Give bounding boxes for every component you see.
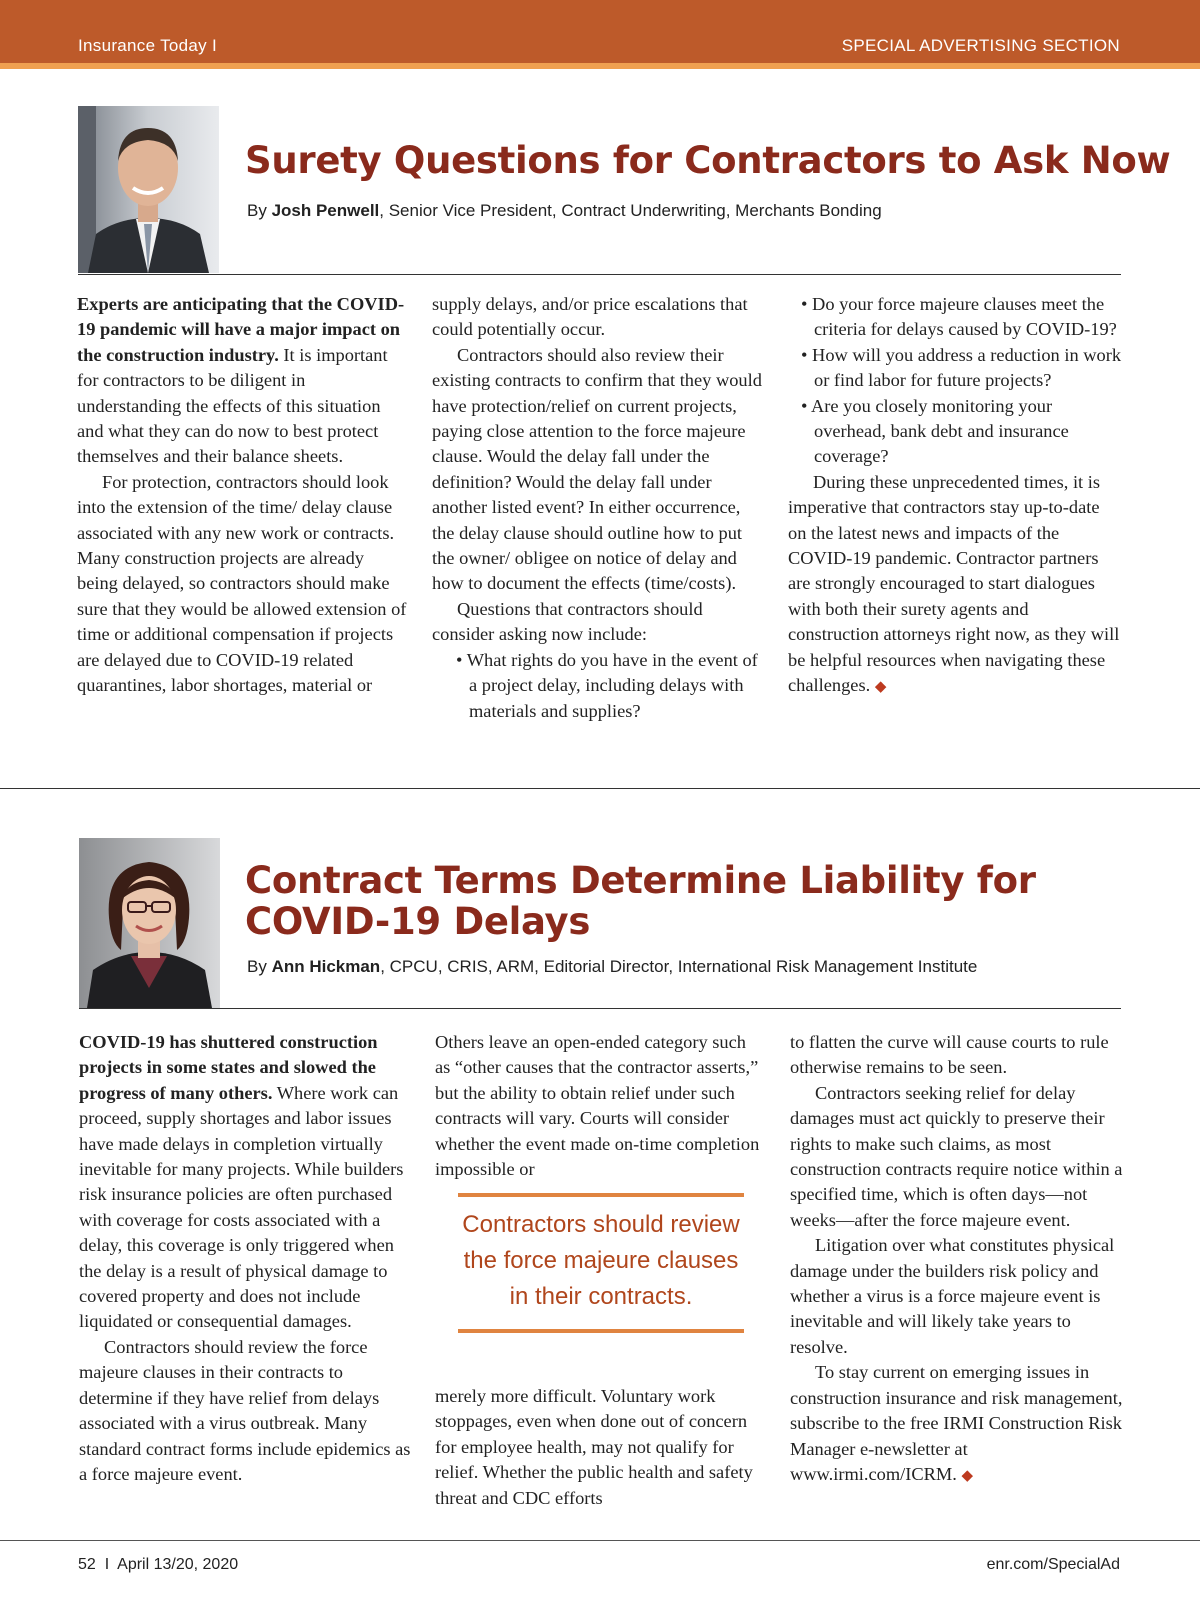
byline: [247, 957, 977, 977]
article1-column-1: [77, 292, 409, 699]
author-name: Ann Hickman: [271, 957, 381, 976]
title-line-1: Contract Terms Determine Liability for: [245, 859, 1036, 902]
header-stripe: [0, 63, 1200, 69]
pull-quote-text: Contractors should review the force majeure clauses in their contracts.: [462, 1211, 740, 1310]
author-photo-penwell: [78, 106, 219, 273]
byline-prefix: By: [247, 201, 272, 220]
paragraph: Contractors should review the force majeure clauses in their contracts to determine if they have relief from delays associated with a virus outbreak. Many standard contract forms include epidemics as a force majeure event.: [79, 1336, 411, 1484]
author-title: , Senior Vice President, Contract Underwriting, Merchants Bonding: [379, 201, 882, 220]
paragraph: supply delays, and/or price escalations that could potentially occur.: [432, 294, 748, 340]
pull-quote: [458, 1193, 744, 1333]
bullet-item: • Do your force majeure clauses meet the criteria for delays caused by COVID-19?: [801, 294, 1117, 340]
byline: [247, 201, 882, 221]
article1-column-3: [788, 292, 1122, 701]
publication-name: Insurance Today I: [78, 36, 217, 55]
end-mark-icon: ◆: [874, 679, 887, 696]
bullet-item: • How will you address a reduction in work or find labor for future projects?: [801, 344, 1122, 391]
paragraph: Where work can proceed, supply shortages and labor issues have made delays in completion virtually inevitable for many projects. While builders risk insurance policies are often purchased with coverage for costs associated with a delay, this coverage is only triggered when the delay is a result of physical damage to covered property and does not include liquidated or consequential damages.: [79, 1082, 404, 1332]
article2-column-3: [790, 1030, 1124, 1489]
footer-url[interactable]: enr.com/SpecialAd: [986, 1556, 1120, 1573]
paragraph: Questions that contractors should consider asking now include:: [432, 598, 703, 645]
paragraph: It is important for contractors to be diligent in understanding the effects of this situation and what they can do now to best protect themselves and their balance sheets.: [77, 344, 388, 467]
article2-column-1: [79, 1030, 411, 1487]
page-info: 52 I April 13/20, 2020: [78, 1556, 239, 1573]
paragraph: Litigation over what constitutes physical damage under the builders risk policy and whether a virus is a force majeure event is inevitable and will likely take years to resolve.: [790, 1235, 1115, 1357]
title-rule: [79, 1008, 1121, 1009]
author-name: Josh Penwell: [271, 201, 380, 220]
article1-column-2: [432, 292, 762, 724]
author-portrait-woman-icon: [79, 838, 220, 1008]
article2-column-2: [435, 1030, 765, 1182]
lead-text: Experts are anticipating that the COVID-19 pandemic will have a major impact on the construction industry.: [77, 294, 405, 365]
author-title: , CPCU, CRIS, ARM, Editorial Director, International Risk Management Institute: [380, 957, 978, 976]
author-portrait-man-icon: [78, 106, 219, 273]
author-photo-hickman: [79, 838, 220, 1008]
paragraph: Contractors should also review their existing contracts to confirm that they would have protection/relief on current projects, paying close attention to the force majeure clause. Would the delay fall under the definition? Would the delay fall under another listed event? In either occurrence, the delay clause should outline how to put the owner/ obligee on notice of delay and how to document the effects (time/costs).: [432, 344, 762, 594]
article2-column-2-continued: [435, 1384, 765, 1511]
title-line-2: COVID-19 Delays: [245, 900, 591, 943]
paragraph: During these unprecedented times, it is imperative that contractors stay up-to-date on the latest news and impacts of the COVID-19 pandemic. Contractor partners are strongly encouraged to start dialogues with both their surety agents and construction attorneys right now, as they will be helpful resources when navigating these challenges.: [788, 471, 1120, 696]
section-label: SPECIAL ADVERTISING SECTION: [841, 36, 1120, 55]
article-title: [245, 860, 1036, 942]
footer-rule: [0, 1540, 1200, 1541]
paragraph: To stay current on emerging issues in construction insurance and risk management, subscribe to the free IRMI Construction Risk Manager e-newsletter at www.irmi.com/ICRM.: [790, 1362, 1123, 1484]
paragraph: to flatten the curve will cause courts to rule otherwise remains to be seen.: [790, 1032, 1109, 1078]
paragraph: For protection, contractors should look into the extension of the time/ delay clause associated with any new work or contracts. Many construction projects are already being delayed, so contractors should make sure that they would be allowed extension of time or additional compensation if projects are delayed due to COVID-19 related quarantines, labor shortages, material or: [77, 471, 407, 696]
bullet-item: • Are you closely monitoring your overhead, bank debt and insurance coverage?: [801, 395, 1069, 467]
title-rule: [78, 274, 1121, 275]
paragraph: Contractors seeking relief for delay damages must act quickly to preserve their rights to make such claims, as most construction contracts require notice within a specified time, which is often days—not weeks—after the force majeure event.: [790, 1082, 1123, 1230]
article-separator: [0, 788, 1200, 789]
lead-text: COVID-19 has shuttered construction projects in some states and slowed the progress of many others.: [79, 1032, 378, 1103]
paragraph: merely more difficult. Voluntary work stoppages, even when done out of concern for employee health, may not qualify for relief. Whether the public health and safety threat and CDC efforts: [435, 1386, 753, 1508]
bullet-item: • What rights do you have in the event of a project delay, including delays with materials and supplies?: [456, 649, 758, 721]
byline-prefix: By: [247, 957, 272, 976]
article-title: Surety Questions for Contractors to Ask Now: [245, 139, 1171, 182]
paragraph: Others leave an open-ended category such as “other causes that the contractor asserts,” but the ability to obtain relief under such contracts will vary. Courts will consider whether the event made on-time completion impossible or: [435, 1032, 760, 1180]
end-mark-icon: ◆: [961, 1467, 974, 1484]
